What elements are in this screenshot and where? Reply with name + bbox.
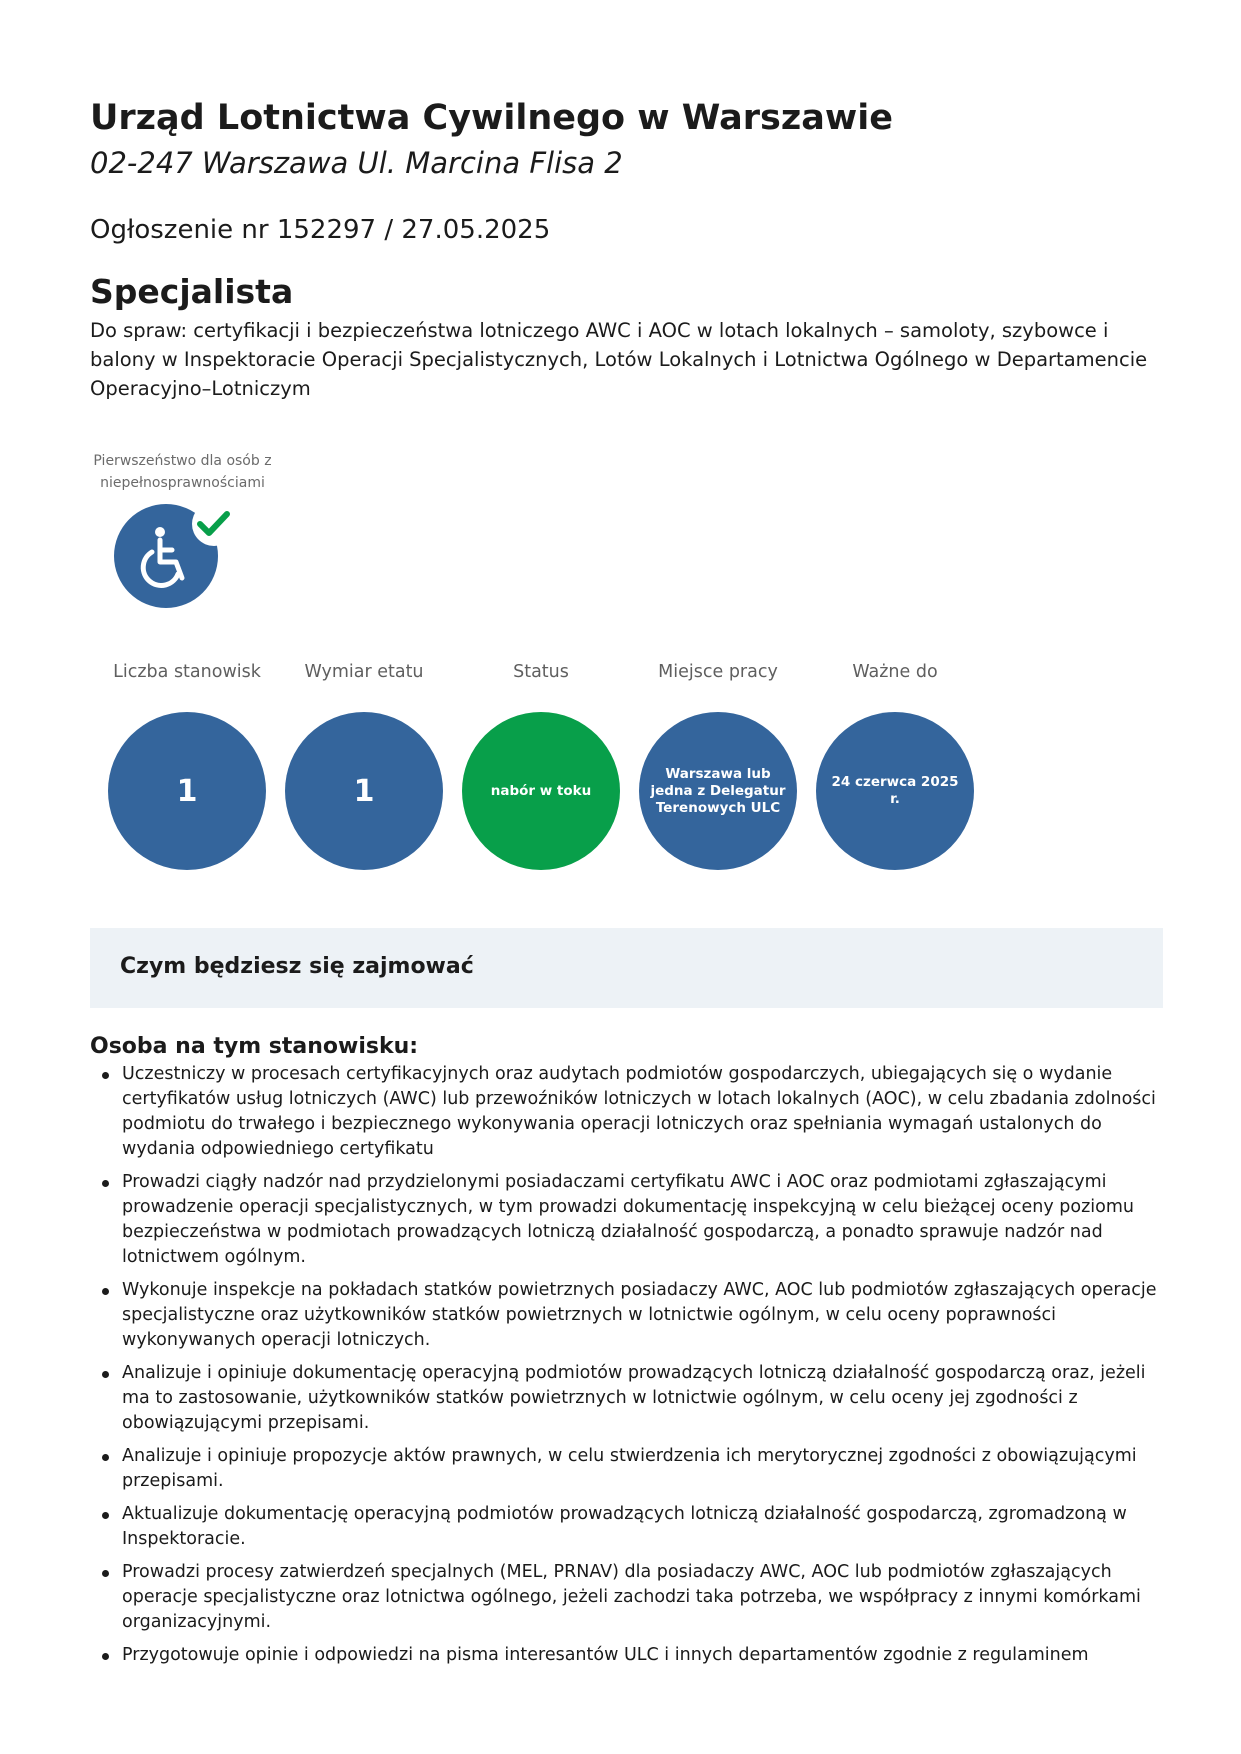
stat-employment-scope	[285, 660, 443, 809]
job-header	[90, 92, 1155, 403]
job-subtitle: Do spraw: certyfikacji i bezpieczeństwa lotniczego AWC i AOC w lotach lokalnych – samoloty, szybowce i balony w Inspektoracie Operacji Specjalistycznych, Lotów Lokalnych i Lotnictwa Ogólnego w Departamencie Operacyjno–Lotniczym	[90, 319, 1148, 400]
disability-priority-label: Pierwszeństwo dla osób z niepełnosprawnościami	[93, 453, 272, 491]
wheelchair-check-icon	[114, 504, 224, 614]
list-item: Analizuje i opiniuje propozycje aktów prawnych, w celu stwierdzenia ich merytorycznej zgodności z obowiązującymi przepisami.	[122, 1444, 1165, 1494]
stat-value-circle: Warszawa lub jedna z Delegatur Terenowych ULC	[639, 712, 797, 870]
stat-label: Ważne do	[852, 662, 938, 682]
disability-priority	[90, 450, 275, 614]
stat-label: Status	[513, 662, 569, 682]
stat-label: Wymiar etatu	[304, 662, 424, 682]
stat-label: Miejsce pracy	[658, 662, 778, 682]
check-icon	[196, 508, 232, 540]
list-item: Prowadzi ciągły nadzór nad przydzielonymi posiadaczami certyfikatu AWC i AOC oraz podmiotami zgłaszającymi prowadzenie operacji specjalistycznych, w tym prowadzi dokumentację inspekcyjną w celu bieżącej oceny poziomu bezpieczeństwa w podmiotach prowadzących lotniczą działalność gospodarczą, a ponadto sprawuje nadzór nad lotnictwem ogólnym.	[122, 1170, 1165, 1270]
list-item: Prowadzi procesy zatwierdzeń specjalnych (MEL, PRNAV) dla posiadaczy AWC, AOC lub podmiotów zgłaszających operacje specjalistyczne oraz lotnictwa ogólnego, jeżeli zachodzi taka potrzeba, we współpracy z innymi komórkami organizacyjnymi.	[122, 1560, 1165, 1635]
organization-name: Urząd Lotnictwa Cywilnego w Warszawie	[90, 98, 893, 138]
list-item: Uczestniczy w procesach certyfikacyjnych oraz audytach podmiotów gospodarczych, ubiegających się o wydanie certyfikatów usług lotniczych (AWC) lub przewoźników lotniczych w lotach lokalnych (AOC), w celu zbadania zdolności podmiotu do trwałego i bezpiecznego wykonywania operacji lotniczych oraz spełniania wymagań ustalonych do wydania odpowiedniego certyfikatu	[122, 1062, 1165, 1162]
duties-list	[90, 1062, 1165, 1668]
list-item: Wykonuje inspekcje na pokładach statków powietrznych posiadaczy AWC, AOC lub podmiotów zgłaszających operacje specjalistyczne oraz użytkowników statków powietrznych w lotnictwie ogólnym, w celu oceny poprawności wykonywanych operacji lotniczych.	[122, 1278, 1165, 1353]
stat-value-circle: nabór w toku	[462, 712, 620, 870]
stat-positions	[108, 660, 266, 809]
stat-value-circle: 24 czerwca 2025 r.	[816, 712, 974, 870]
duties-section	[90, 1032, 1165, 1676]
list-item: Aktualizuje dokumentację operacyjną podmiotów prowadzących lotniczą działalność gospodarczą, zgromadzoną w Inspektoracie.	[122, 1502, 1165, 1552]
stat-value-circle: 1	[108, 712, 266, 870]
list-item: Analizuje i opiniuje dokumentację operacyjną podmiotów prowadzących lotniczą działalność gospodarczą oraz, jeżeli ma to zastosowanie, użytkowników statków powietrznych w lotnictwie ogólnym, w celu oceny jej zgodności z obowiązującymi przepisami.	[122, 1361, 1165, 1436]
section-header	[90, 928, 1163, 1008]
list-item: Przygotowuje opinie i odpowiedzi na pisma interesantów ULC i innych departamentów zgodnie z regulaminem	[122, 1643, 1165, 1668]
stat-status	[462, 660, 620, 799]
stat-label: Liczba stanowisk	[113, 662, 261, 682]
duties-heading: Osoba na tym stanowisku:	[90, 1034, 419, 1059]
ad-number: Ogłoszenie nr 152297 / 27.05.2025	[90, 215, 551, 245]
stat-value-circle: 1	[285, 712, 443, 870]
stat-valid-until	[816, 660, 974, 807]
stat-workplace	[639, 660, 797, 816]
job-title: Specjalista	[90, 272, 294, 311]
organization-address: 02-247 Warszawa Ul. Marcina Flisa 2	[90, 146, 623, 180]
section-title: Czym będziesz się zajmować	[120, 954, 474, 979]
